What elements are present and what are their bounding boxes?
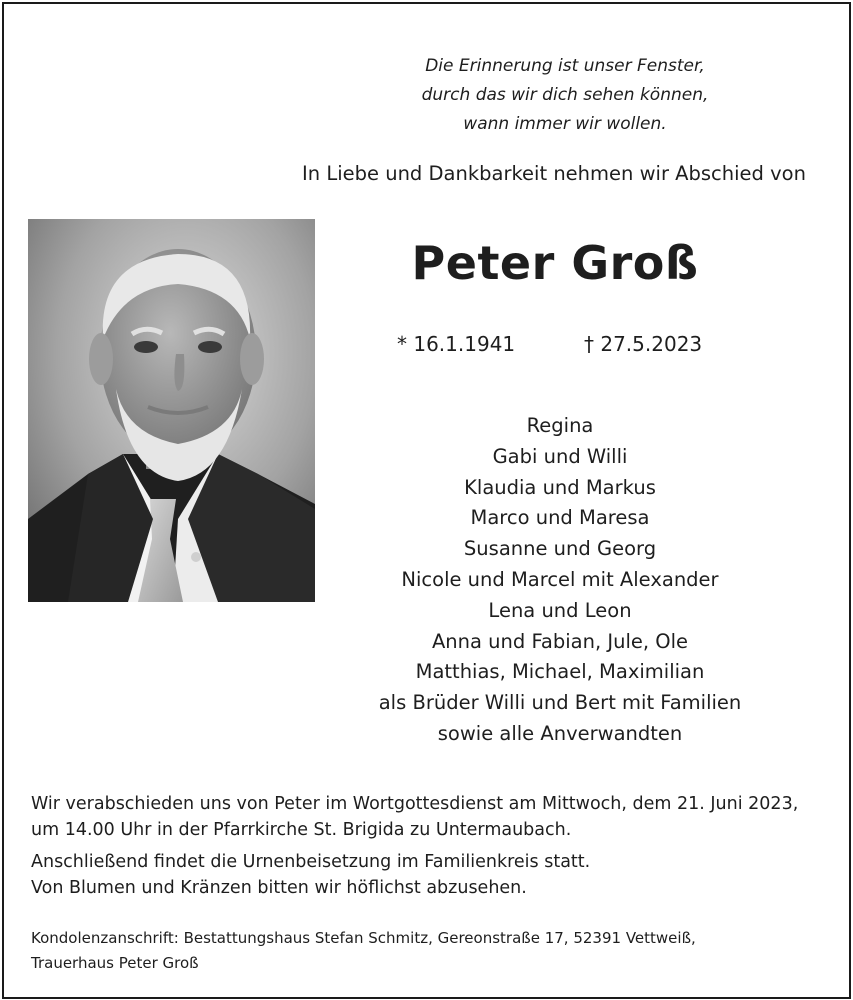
- list-item: sowie alle Anverwandten: [437, 721, 683, 745]
- list-item: Lena und Leon: [488, 598, 632, 622]
- mourners-list: [330, 411, 790, 750]
- list-item: Matthias, Michael, Maximilian: [415, 660, 705, 684]
- service-notice: [31, 791, 843, 901]
- condolence-address: [31, 926, 843, 976]
- portrait-illustration: [28, 219, 315, 602]
- list-item: Marco und Maresa: [470, 506, 650, 530]
- service-line-4: Von Blumen und Kränzen bitten wir höflichst abzusehen.: [31, 878, 527, 898]
- memorial-quote: [290, 52, 840, 139]
- list-item: Susanne und Georg: [463, 537, 657, 561]
- birth-date: * 16.1.1941: [397, 332, 516, 356]
- list-item: Anna und Fabian, Jule, Ole: [431, 629, 689, 653]
- portrait-photo: [28, 219, 315, 602]
- contact-line-2: Trauerhaus Peter Groß: [31, 954, 199, 972]
- quote-line-1: Die Erinnerung ist unser Fenster,: [425, 56, 705, 76]
- list-item: Gabi und Willi: [492, 444, 628, 468]
- death-date: † 27.5.2023: [584, 332, 703, 356]
- service-line-1: Wir verabschieden uns von Peter im Wortgottesdienst am Mittwoch, dem 21. Juni 2023,: [31, 794, 799, 814]
- list-item: als Brüder Willi und Bert mit Familien: [378, 691, 742, 715]
- list-item: Klaudia und Markus: [464, 475, 656, 499]
- service-line-3: Anschließend findet die Urnenbeisetzung im Familienkreis statt.: [31, 852, 591, 872]
- quote-line-2: durch das wir dich sehen können,: [421, 85, 709, 105]
- service-line-2: um 14.00 Uhr in der Pfarrkirche St. Brigida zu Untermaubach.: [31, 820, 572, 840]
- quote-line-3: wann immer wir wollen.: [463, 114, 667, 134]
- list-item: Nicole und Marcel mit Alexander: [401, 567, 719, 591]
- list-item: Regina: [526, 414, 594, 437]
- contact-line-1: Kondolenzanschrift: Bestattungshaus Stefan Schmitz, Gereonstraße 17, 52391 Vettweiß,: [31, 929, 696, 947]
- farewell-intro: In Liebe und Dankbarkeit nehmen wir Abschied von: [302, 162, 806, 185]
- deceased-name: Peter Groß: [411, 236, 699, 290]
